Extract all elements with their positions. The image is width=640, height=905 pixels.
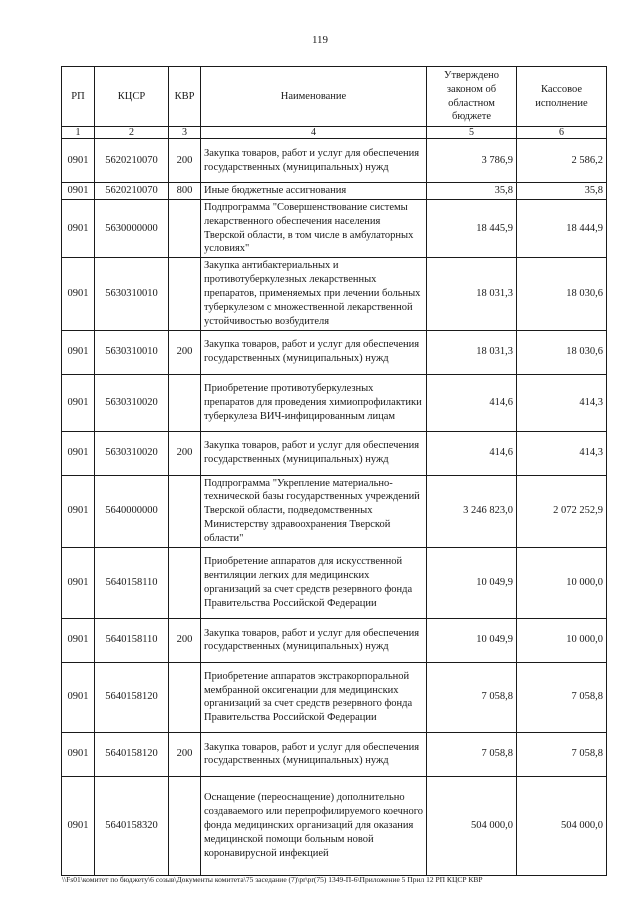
cell-kcsr: 5640000000 (95, 475, 169, 547)
cell-name: Закупка товаров, работ и услуг для обеспечения государственных (муниципальных) нужд (201, 330, 427, 374)
cell-approved: 504 000,0 (427, 776, 517, 875)
cell-name: Закупка антибактериальных и противотуберкулезных лекарственных препаратов, применяемых при лечении больных туберкулезом с множественной лекарственной устойчивостью возбудителя (201, 258, 427, 330)
cell-executed: 7 058,8 (517, 662, 607, 732)
cell-executed: 18 030,6 (517, 258, 607, 330)
cell-kcsr: 5630000000 (95, 199, 169, 257)
cell-executed: 18 444,9 (517, 199, 607, 257)
cell-name: Иные бюджетные ассигнования (201, 183, 427, 200)
table-row (62, 199, 607, 257)
footer-file-path: \\Fs01\комитет по бюджету\6 созыв\Документы комитета\75 заседание (7)\pr\pr(75) 1349-П-6\Приложение 5 Прил 12 РП КЦСР КВР (62, 875, 483, 884)
cell-kcsr: 5630310020 (95, 431, 169, 475)
cell-rp: 0901 (62, 618, 95, 662)
cell-approved: 414,6 (427, 431, 517, 475)
column-number: 2 (95, 127, 169, 139)
cell-kcsr: 5640158120 (95, 662, 169, 732)
cell-kvr: 200 (169, 732, 201, 776)
table-row (62, 431, 607, 475)
cell-name: Закупка товаров, работ и услуг для обеспечения государственных (муниципальных) нужд (201, 732, 427, 776)
cell-kvr (169, 776, 201, 875)
cell-name: Закупка товаров, работ и услуг для обеспечения государственных (муниципальных) нужд (201, 139, 427, 183)
cell-approved: 18 445,9 (427, 199, 517, 257)
cell-kvr: 200 (169, 618, 201, 662)
column-number: 3 (169, 127, 201, 139)
header-kvr: КВР (169, 67, 201, 127)
cell-kcsr: 5620210070 (95, 139, 169, 183)
cell-rp: 0901 (62, 547, 95, 618)
cell-approved: 7 058,8 (427, 732, 517, 776)
column-number: 4 (201, 127, 427, 139)
cell-rp: 0901 (62, 258, 95, 330)
cell-approved: 7 058,8 (427, 662, 517, 732)
cell-kcsr: 5640158120 (95, 732, 169, 776)
cell-executed: 414,3 (517, 431, 607, 475)
cell-kvr: 200 (169, 139, 201, 183)
table-row (62, 732, 607, 776)
cell-kvr (169, 374, 201, 431)
cell-name: Приобретение аппаратов экстракорпоральной мембранной оксигенации для медицинских организаций за счет средств резервного фонда Правительства Российской Федерации (201, 662, 427, 732)
cell-kcsr: 5620210070 (95, 183, 169, 200)
cell-approved: 18 031,3 (427, 330, 517, 374)
cell-name: Приобретение противотуберкулезных препаратов для проведения химиопрофилактики туберкулеза ВИЧ-инфицированным лицам (201, 374, 427, 431)
cell-rp: 0901 (62, 431, 95, 475)
cell-rp: 0901 (62, 330, 95, 374)
table-row (62, 618, 607, 662)
budget-table (61, 66, 607, 876)
table-row (62, 475, 607, 547)
table-row (62, 662, 607, 732)
cell-executed: 414,3 (517, 374, 607, 431)
cell-kvr (169, 662, 201, 732)
cell-kcsr: 5640158110 (95, 547, 169, 618)
cell-name: Оснащение (переоснащение) дополнительно создаваемого или перепрофилируемого коечного фонда медицинских организаций для оказания медицинской помощи больным новой коронавирусной инфекцией (201, 776, 427, 875)
cell-kcsr: 5640158110 (95, 618, 169, 662)
cell-executed: 504 000,0 (517, 776, 607, 875)
cell-approved: 3 246 823,0 (427, 475, 517, 547)
cell-kvr (169, 475, 201, 547)
cell-rp: 0901 (62, 776, 95, 875)
cell-name: Подпрограмма "Совершенствование системы лекарственного обеспечения населения Тверской области, в том числе в амбулаторных условиях" (201, 199, 427, 257)
cell-name: Подпрограмма "Укрепление материально-технической базы государственных учреждений Тверской области, подведомственных Министерству здравоохранения Тверской области" (201, 475, 427, 547)
cell-approved: 414,6 (427, 374, 517, 431)
column-number: 5 (427, 127, 517, 139)
cell-executed: 10 000,0 (517, 547, 607, 618)
table-row (62, 374, 607, 431)
cell-executed: 35,8 (517, 183, 607, 200)
cell-kcsr: 5630310010 (95, 330, 169, 374)
cell-approved: 10 049,9 (427, 547, 517, 618)
cell-rp: 0901 (62, 183, 95, 200)
cell-kvr: 200 (169, 330, 201, 374)
cell-kvr (169, 258, 201, 330)
header-row (62, 67, 607, 127)
cell-kcsr: 5630310020 (95, 374, 169, 431)
header-executed: Кассовое исполнение (517, 67, 607, 127)
cell-name: Закупка товаров, работ и услуг для обеспечения государственных (муниципальных) нужд (201, 431, 427, 475)
table-row (62, 258, 607, 330)
cell-executed: 7 058,8 (517, 732, 607, 776)
cell-rp: 0901 (62, 199, 95, 257)
cell-executed: 2 586,2 (517, 139, 607, 183)
header-name: Наименование (201, 67, 427, 127)
cell-kcsr: 5630310010 (95, 258, 169, 330)
cell-rp: 0901 (62, 139, 95, 183)
cell-approved: 35,8 (427, 183, 517, 200)
table-body (62, 139, 607, 876)
cell-executed: 10 000,0 (517, 618, 607, 662)
column-number: 1 (62, 127, 95, 139)
cell-approved: 18 031,3 (427, 258, 517, 330)
column-number: 6 (517, 127, 607, 139)
cell-executed: 2 072 252,9 (517, 475, 607, 547)
cell-rp: 0901 (62, 662, 95, 732)
cell-kcsr: 5640158320 (95, 776, 169, 875)
cell-approved: 10 049,9 (427, 618, 517, 662)
cell-kvr: 200 (169, 431, 201, 475)
table-row (62, 330, 607, 374)
table-row (62, 139, 607, 183)
cell-name: Закупка товаров, работ и услуг для обеспечения государственных (муниципальных) нужд (201, 618, 427, 662)
cell-kvr (169, 547, 201, 618)
table-row (62, 547, 607, 618)
header-rp: РП (62, 67, 95, 127)
column-number-row (62, 127, 607, 139)
cell-approved: 3 786,9 (427, 139, 517, 183)
cell-rp: 0901 (62, 475, 95, 547)
cell-kvr (169, 199, 201, 257)
cell-kvr: 800 (169, 183, 201, 200)
header-approved: Утверждено законом об областном бюджете (427, 67, 517, 127)
cell-executed: 18 030,6 (517, 330, 607, 374)
page-number: 119 (311, 34, 329, 46)
cell-rp: 0901 (62, 374, 95, 431)
table-row (62, 183, 607, 200)
cell-rp: 0901 (62, 732, 95, 776)
table-row (62, 776, 607, 875)
header-kcsr: КЦСР (95, 67, 169, 127)
cell-name: Приобретение аппаратов для искусственной вентиляции легких для медицинских организаций за счет средств резервного фонда Правительства Российской Федерации (201, 547, 427, 618)
